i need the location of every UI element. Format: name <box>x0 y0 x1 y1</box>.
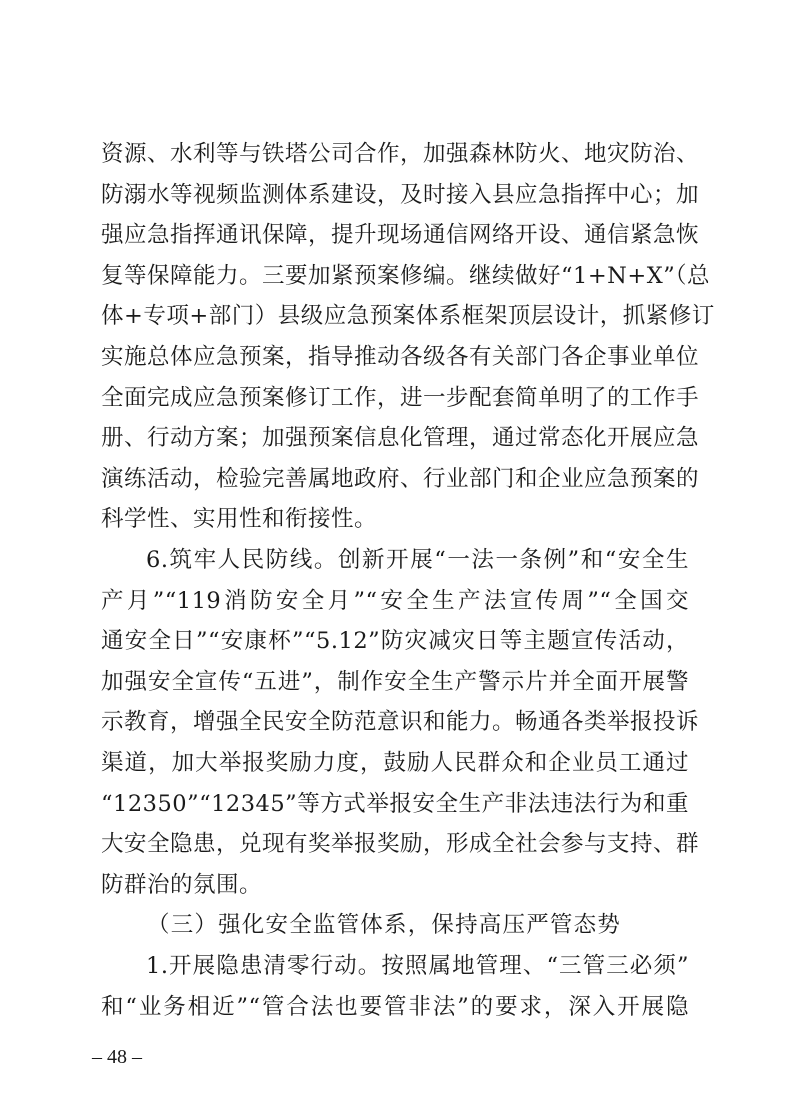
body-text-line: 科学性、实用性和衔接性。 <box>101 506 378 533</box>
body-text-line: “12350”“12345”等方式举报安全生产非法违法行为和重 <box>101 790 689 817</box>
body-text-line: 体+专项+部门）县级应急预案体系框架顶层设计，抓紧修订 <box>101 303 715 330</box>
body-text-line: 全面完成应急预案修订工作，进一步配套简单明了的工作手 <box>101 384 700 411</box>
body-text-line: 产月”“119消防安全月”“安全生产法宣传周”“全国交 <box>101 587 689 614</box>
body-text-line: 防群治的氛围。 <box>101 871 263 898</box>
body-text-line: 册、行动方案；加强预案信息化管理，通过常态化开展应急 <box>101 425 700 452</box>
body-text-line: 渠道，加大举报奖励力度，鼓励人民群众和企业员工通过 <box>101 750 689 776</box>
page-number: – 48 – <box>92 1046 142 1068</box>
body-text-line: 复等保障能力。三要加紧预案修编。继续做好“1+N+X”（总 <box>101 262 710 289</box>
body-text-line: 大安全隐患，兑现有奖举报奖励，形成全社会参与支持、群 <box>101 831 700 858</box>
section-heading: （三）强化安全监管体系，保持高压严管态势 <box>147 912 622 939</box>
body-text-line: 防溺水等视频监测体系建设，及时接入县应急指挥中心；加 <box>101 181 700 208</box>
body-text-line: 资源、水利等与铁塔公司合作，加强森林防火、地灾防治、 <box>101 141 700 167</box>
body-text-line: 强应急指挥通讯保障，提升现场通信网络开设、通信紧急恢 <box>101 222 700 249</box>
body-text-line: 实施总体应急预案，指导推动各级各有关部门各企事业单位 <box>101 344 700 370</box>
paragraph-start-line: 1.开展隐患清零行动。按照属地管理、“三管三必须” <box>146 953 689 979</box>
body-text-line: 和“业务相近”“管合法也要管非法”的要求，深入开展隐 <box>101 993 689 1020</box>
body-text-line: 演练活动，检验完善属地政府、行业部门和企业应急预案的 <box>101 465 700 492</box>
paragraph-start-line: 6.筑牢人民防线。创新开展“一法一条例”和“安全生 <box>146 547 689 573</box>
body-text-line: 加强安全宣传“五进”，制作安全生产警示片并全面开展警 <box>101 668 689 695</box>
body-text-line: 示教育，增强全民安全防范意识和能力。畅通各类举报投诉 <box>101 709 700 736</box>
body-text-line: 通安全日”“安康杯”“5.12”防灾减灾日等主题宣传活动， <box>101 628 689 655</box>
